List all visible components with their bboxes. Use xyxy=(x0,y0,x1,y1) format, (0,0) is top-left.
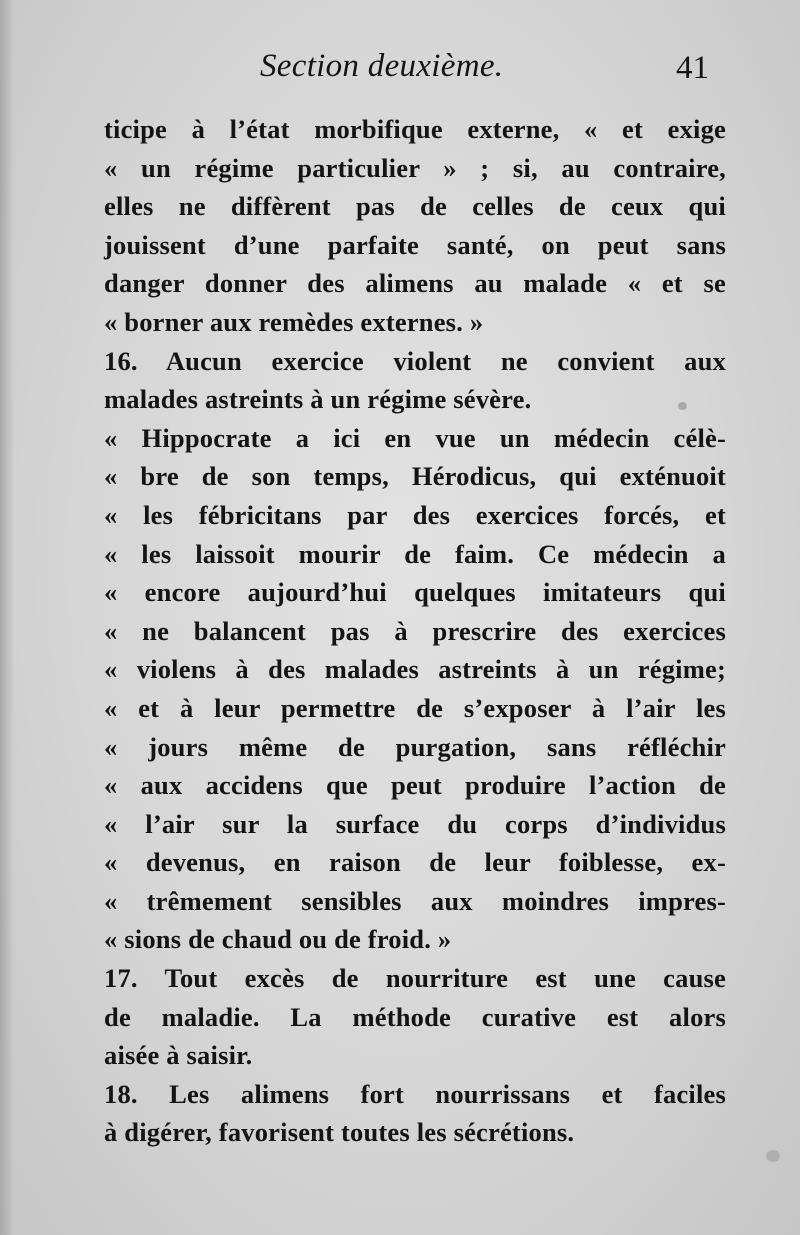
page-header xyxy=(0,48,800,98)
page-edge-shadow xyxy=(0,0,14,1235)
text-line: « un régime particulier » ; si, au contraire, xyxy=(104,152,726,183)
text-line: ticipe à l’état morbifique externe, « et exige xyxy=(104,114,726,144)
text-line: « violens à des malades astreints à un régime; xyxy=(104,654,726,685)
text-line: « sions de chaud ou de froid. » xyxy=(104,924,452,955)
text-line: « les fébricitans par des exercices forcés, et xyxy=(104,499,726,530)
text-line: « aux accidens que peut produire l’action de xyxy=(104,770,726,801)
text-line: « les laissoit mourir de faim. Ce médecin a xyxy=(104,538,726,569)
ink-speck xyxy=(678,402,687,410)
text-line: de maladie. La méthode curative est alors xyxy=(104,1001,726,1032)
text-line: « ne balancent pas à prescrire des exercices xyxy=(104,615,726,646)
text-line: « et à leur permettre de s’exposer à l’air les xyxy=(104,692,726,723)
text-line: « devenus, en raison de leur foiblesse, ex- xyxy=(104,847,726,878)
text-line: 18. Les alimens fort nourrissans et faciles xyxy=(104,1078,726,1109)
text-line: « trêmement sensibles aux moindres impres- xyxy=(104,885,726,916)
body-text xyxy=(104,110,726,1152)
text-line: « l’air sur la surface du corps d’individus xyxy=(104,808,726,839)
ink-speck xyxy=(766,1150,780,1162)
text-line: 17. Tout excès de nourriture est une cause xyxy=(104,963,726,994)
text-line: « bre de son temps, Hérodicus, qui exténuoit xyxy=(104,461,726,492)
page-number: 41 xyxy=(676,50,709,86)
text-line: danger donner des alimens au malade « et se xyxy=(104,268,726,299)
text-line: 16. Aucun exercice violent ne convient aux xyxy=(104,345,726,376)
text-line: jouissent d’une parfaite santé, on peut sans xyxy=(104,229,726,260)
text-line: elles ne diffèrent pas de celles de ceux qui xyxy=(104,191,726,222)
text-line: à digérer, favorisent toutes les sécrétions. xyxy=(104,1117,575,1148)
text-line: « jours même de purgation, sans réfléchir xyxy=(104,731,726,762)
text-line: malades astreints à un régime sévère. xyxy=(104,384,532,415)
running-head: Section deuxième. xyxy=(260,48,504,84)
text-line: « encore aujourd’hui quelques imitateurs qui xyxy=(104,577,726,608)
text-line: « Hippocrate a ici en vue un médecin célè- xyxy=(104,422,726,453)
text-line: aisée à saisir. xyxy=(104,1040,253,1071)
text-line: « borner aux remèdes externes. » xyxy=(104,306,484,337)
